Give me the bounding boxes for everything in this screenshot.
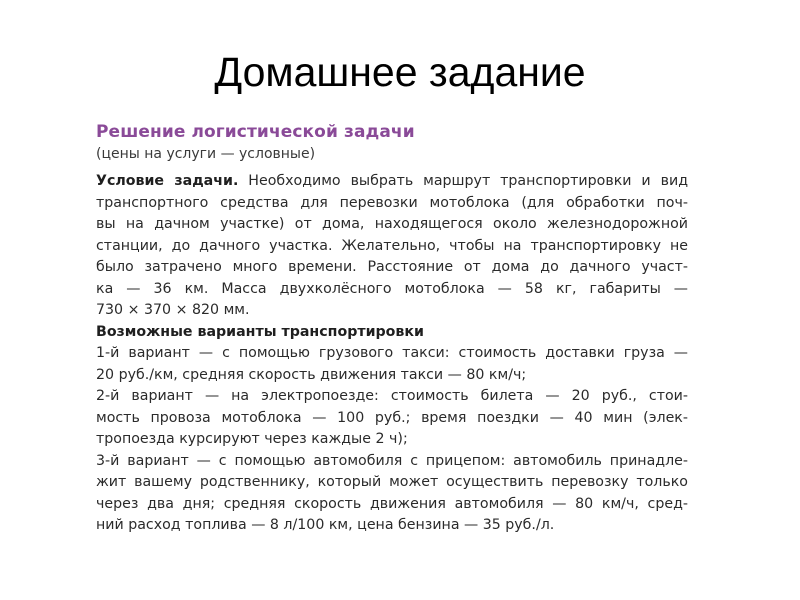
task-heading: Решение логистической задачи [96,122,415,142]
condition-line: транспортного средства для перевозки мотоблока (для обработки поч- [96,194,688,211]
condition-line: вы на дачном участке) от дома, находящегося около железнодорожной [96,216,688,232]
condition-line: 730 × 370 × 820 мм. [96,302,250,318]
option-line: жит вашему родственнику, который может осуществить перевозку только [96,474,688,490]
condition-text: Необходимо выбрать маршрут транспортировки и вид [248,173,688,189]
condition-label: Условие задачи. [96,173,239,189]
options-heading: Возможные варианты транспортировки [96,323,424,340]
task-subheading: (цены на услуги — условные) [96,146,316,162]
option-line: тропоезда курсируют через каждые 2 ч); [96,431,408,447]
slide-title: Домашнее задание [214,49,586,95]
option-line: ний расход топлива — 8 л/100 км, цена бензина — 35 руб./л. [96,517,555,533]
option-line: 1-й вариант — с помощью грузового такси: стоимость доставки груза — [96,345,688,361]
option-line: 2-й вариант — на электропоезде: стоимость билета — 20 руб., стои- [96,388,688,404]
condition-line: станции, до дачного участка. Желательно, чтобы на транспортировку не [96,237,688,254]
condition-line: было затрачено много времени. Расстояние от дома до дачного участ- [96,259,688,275]
option-line: мость провоза мотоблока — 100 руб.; время поездки — 40 мин (элек- [96,409,688,426]
option-line: 3-й вариант — с помощью автомобиля с прицепом: автомобиль принадле- [96,452,688,469]
condition-line: ка — 36 км. Масса двухколёсного мотоблока — 58 кг, габариты — [96,280,688,297]
option-line: через два дня; средняя скорость движения автомобиля — 80 км/ч, сред- [96,495,688,512]
task-scan [96,120,688,537]
option-line: 20 руб./км, средняя скорость движения такси — 80 км/ч; [96,366,527,383]
condition-line [96,171,688,193]
